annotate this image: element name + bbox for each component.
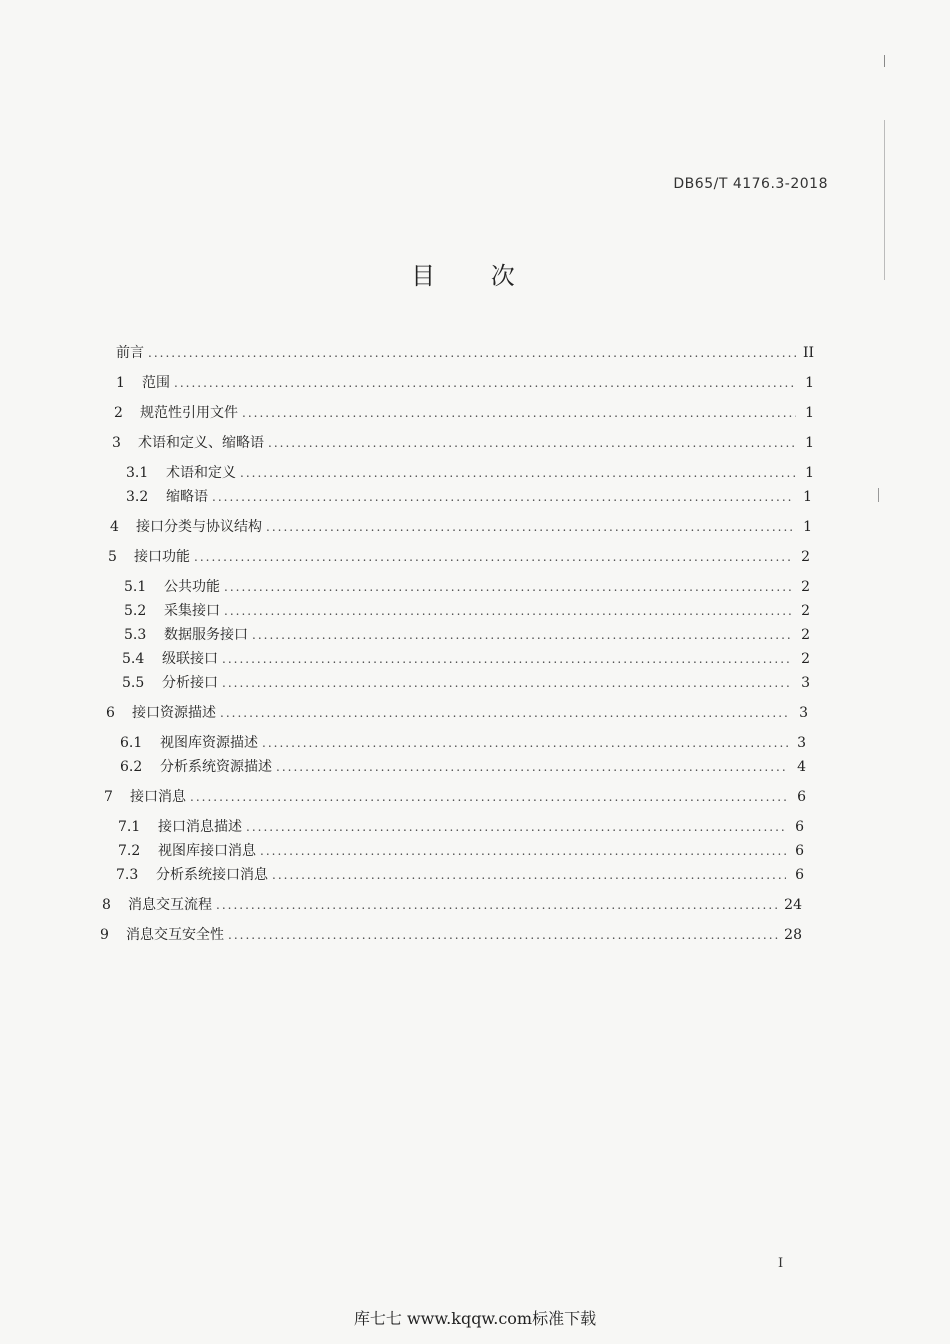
toc-entry[interactable]	[126, 463, 814, 483]
toc-entry-number: 1	[116, 375, 125, 391]
toc-entry-label: 接口消息	[130, 789, 186, 805]
toc-entry-label: 数据服务接口	[164, 627, 248, 643]
toc-entry-label: 分析接口	[162, 675, 218, 691]
toc-entry-label: 缩略语	[166, 489, 208, 505]
toc-entry-page: 1	[805, 465, 814, 481]
toc-entry[interactable]	[124, 601, 810, 621]
toc-entry-page: 3	[801, 675, 810, 691]
toc-entry[interactable]	[126, 487, 812, 507]
toc-entry-number: 5.2	[124, 603, 147, 619]
toc-entry[interactable]	[122, 673, 810, 693]
toc-dot-leader	[228, 925, 778, 945]
toc-dot-leader	[260, 841, 786, 861]
toc-entry-page: 2	[801, 579, 810, 595]
toc-entry[interactable]	[108, 547, 810, 567]
toc-entry-page: 6	[795, 843, 804, 859]
toc-entry-number: 9	[100, 927, 109, 943]
toc-entry-number: 7.1	[118, 819, 141, 835]
toc-entry[interactable]	[120, 757, 806, 777]
toc-entry-page: 4	[797, 759, 806, 775]
toc-entry[interactable]	[112, 433, 814, 453]
toc-entry-number: 3	[112, 435, 121, 451]
toc-entry-page: 24	[784, 897, 802, 913]
toc-entry-label: 采集接口	[164, 603, 220, 619]
toc-entry-page: 1	[805, 405, 814, 421]
toc-entry-page: 6	[795, 819, 804, 835]
toc-entry-page: 2	[801, 549, 810, 565]
toc-entry-label: 接口消息描述	[158, 819, 242, 835]
toc-entry-page: 2	[801, 627, 810, 643]
toc-entry-label: 消息交互安全性	[126, 927, 224, 943]
toc-entry-page: 1	[803, 489, 812, 505]
toc-entry-number: 6.1	[120, 735, 143, 751]
standard-code: DB65/T 4176.3-2018	[673, 176, 828, 192]
toc-entry[interactable]	[124, 625, 810, 645]
toc-entry-number: 7.2	[118, 843, 141, 859]
toc-entry-page: 3	[797, 735, 806, 751]
toc-entry-label: 前言	[116, 345, 144, 361]
toc-entry-label: 分析系统接口消息	[156, 867, 268, 883]
toc-dot-leader	[174, 373, 796, 393]
toc-dot-leader	[222, 649, 792, 669]
toc-entry-page: 6	[795, 867, 804, 883]
page-number: I	[778, 1256, 784, 1271]
toc-dot-leader	[272, 865, 786, 885]
toc-dot-leader	[190, 787, 788, 807]
toc-dot-leader	[268, 433, 796, 453]
toc-entry-label: 范围	[142, 375, 170, 391]
toc-entry-number: 8	[102, 897, 111, 913]
toc-entry-page: 28	[784, 927, 802, 943]
toc-dot-leader	[246, 817, 786, 837]
toc-entry[interactable]	[124, 577, 810, 597]
toc-entry-page: 1	[805, 375, 814, 391]
toc-entry-page: 2	[801, 603, 810, 619]
toc-entry[interactable]	[118, 817, 804, 837]
toc-entry-number: 7	[104, 789, 113, 805]
toc-entry-page: 1	[805, 435, 814, 451]
toc-dot-leader	[212, 487, 794, 507]
toc-dot-leader	[262, 733, 788, 753]
toc-entry-number: 5.4	[122, 651, 145, 667]
toc-entry-label: 接口分类与协议结构	[136, 519, 262, 535]
toc-entry[interactable]	[122, 649, 810, 669]
toc-entry[interactable]	[104, 787, 806, 807]
toc-dot-leader	[220, 703, 790, 723]
toc-dot-leader	[194, 547, 792, 567]
toc-entry-page: 6	[797, 789, 806, 805]
toc-entry[interactable]	[110, 517, 812, 537]
toc-entry-label: 公共功能	[164, 579, 220, 595]
toc-entry-label: 级联接口	[162, 651, 218, 667]
toc-entry-number: 3.1	[126, 465, 149, 481]
page-title: 目 次	[411, 262, 539, 290]
toc-entry-number: 2	[114, 405, 123, 421]
toc-entry-label: 分析系统资源描述	[160, 759, 272, 775]
footer-watermark: 库七七 www.kqqw.com标准下载	[353, 1309, 597, 1328]
toc-dot-leader	[222, 673, 792, 693]
toc-dot-leader	[240, 463, 796, 483]
toc-entry-number: 5.3	[124, 627, 147, 643]
toc-entry-label: 接口资源描述	[132, 705, 216, 721]
toc-dot-leader	[242, 403, 796, 423]
toc-entry-number: 4	[110, 519, 119, 535]
toc-dot-leader	[224, 601, 792, 621]
toc-dot-leader	[252, 625, 792, 645]
toc-dot-leader	[148, 343, 796, 363]
toc-entry[interactable]	[118, 841, 804, 861]
toc-entry-number: 5.5	[122, 675, 145, 691]
toc-entry-label: 消息交互流程	[128, 897, 212, 913]
toc-entry-label: 视图库资源描述	[160, 735, 258, 751]
toc-entry[interactable]	[116, 865, 804, 885]
toc-entry-label: 术语和定义、缩略语	[138, 435, 264, 451]
toc-entry-number: 3.2	[126, 489, 149, 505]
toc-dot-leader	[224, 577, 792, 597]
toc-entry-label: 规范性引用文件	[140, 405, 238, 421]
toc-entry-page: 3	[799, 705, 808, 721]
toc-entry[interactable]	[114, 403, 814, 423]
toc-entry[interactable]	[102, 895, 802, 915]
toc-entry[interactable]	[116, 373, 814, 393]
toc-entry-number: 6.2	[120, 759, 143, 775]
toc-entry-number: 7.3	[116, 867, 139, 883]
toc-dot-leader	[266, 517, 794, 537]
toc-entry[interactable]	[100, 925, 802, 945]
toc-entry-page: 1	[803, 519, 812, 535]
toc-entry-label: 接口功能	[134, 549, 190, 565]
toc-entry-page: 2	[801, 651, 810, 667]
toc-entry[interactable]	[120, 733, 806, 753]
toc-entry-number: 5.1	[124, 579, 147, 595]
toc-entry-number: 5	[108, 549, 117, 565]
toc-entry-page: II	[802, 345, 814, 361]
toc-entry[interactable]	[106, 703, 808, 723]
toc-entry-label: 视图库接口消息	[158, 843, 256, 859]
toc-entry[interactable]	[116, 343, 814, 363]
toc-dot-leader	[216, 895, 778, 915]
toc-entry-number: 6	[106, 705, 115, 721]
toc-dot-leader	[276, 757, 788, 777]
toc-entry-label: 术语和定义	[166, 465, 236, 481]
